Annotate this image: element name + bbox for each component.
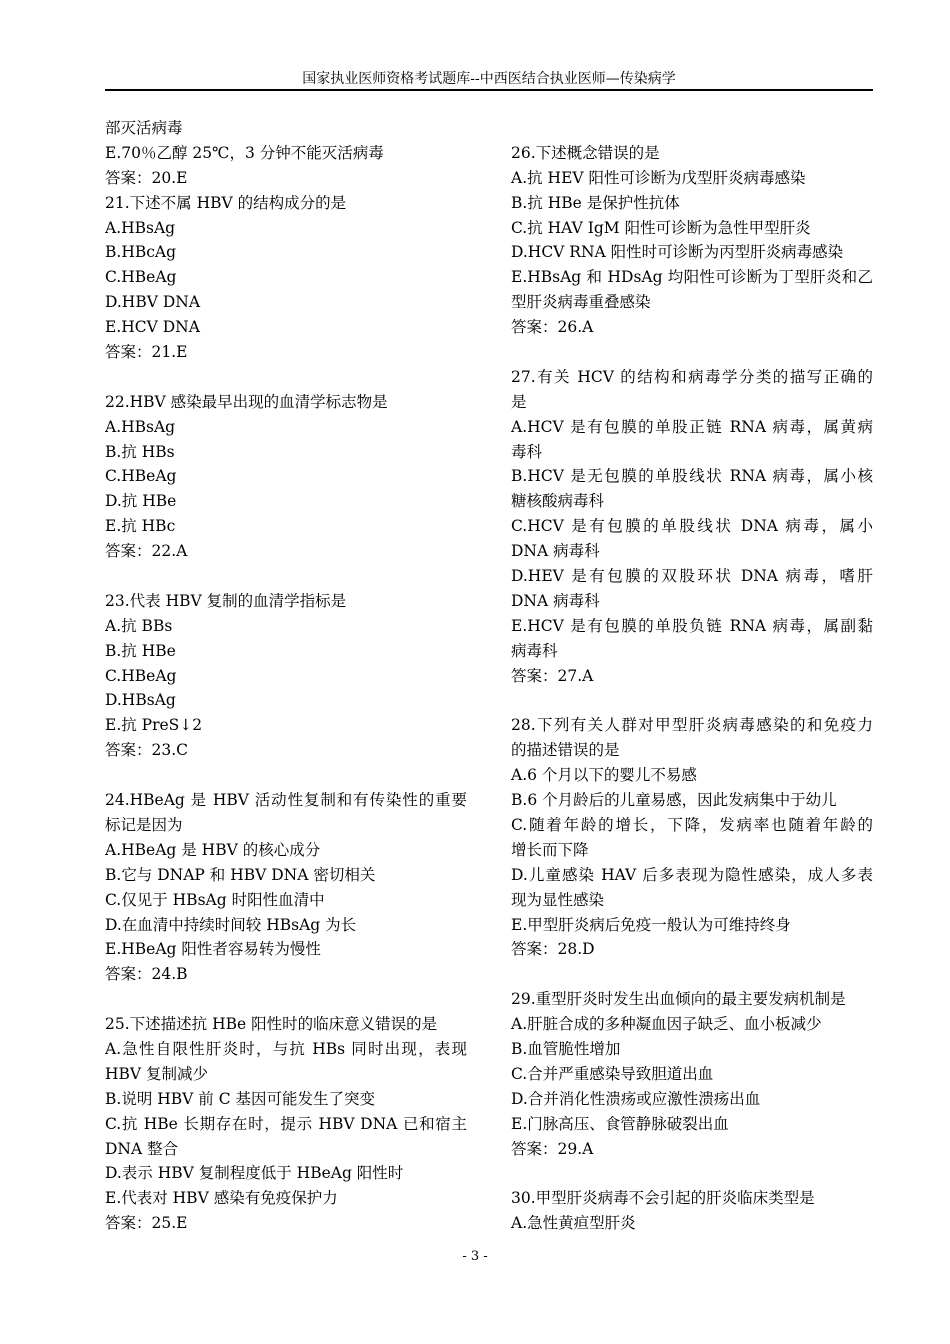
text-line: 28.下列有关人群对甲型肝炎病毒感染的和免疫力: [511, 716, 873, 735]
text-line: E.抗 HBc: [105, 517, 176, 536]
text-line: B.抗 HBe: [105, 641, 176, 660]
text-line: B.抗 HBs: [105, 442, 175, 461]
text-line: 24.HBeAg 是 HBV 活动性复制和有传染性的重要: [105, 791, 467, 810]
text-line: B.6 个月龄后的儿童易感，因此发病集中于幼儿: [511, 791, 837, 810]
text-line: E.HBeAg 阳性者容易转为慢性: [105, 940, 321, 959]
text-line: D.儿童感染 HAV 后多表现为隐性感染，成人多表: [511, 865, 873, 884]
blank-line: [105, 564, 467, 589]
text-line: D.HBsAg: [105, 691, 176, 710]
text-line: C.HBeAg: [105, 467, 177, 486]
text-line: A.HBeAg 是 HBV 的核心成分: [105, 840, 321, 859]
text-line: 30.甲型肝炎病毒不会引起的肝炎临床类型是: [511, 1189, 815, 1208]
blank-line: [105, 365, 467, 390]
text-line: 是: [511, 392, 527, 411]
text-line: 答案：28.D: [511, 940, 595, 959]
text-line: 答案：26.A: [511, 318, 594, 337]
text-line: 23.代表 HBV 复制的血清学指标是: [105, 591, 347, 610]
text-line: E.70％乙醇 25℃，3 分钟不能灭活病毒: [105, 143, 384, 162]
text-line: 答案：20.E: [105, 168, 188, 187]
text-line: 答案：21.E: [105, 343, 188, 362]
text-line: 答案：25.E: [105, 1214, 188, 1233]
right-column: [511, 116, 873, 1236]
blank-line: [511, 116, 873, 141]
text-line: C.HBeAg: [105, 666, 177, 685]
text-line: C.仅见于 HBsAg 时阳性血清中: [105, 890, 325, 909]
text-line: 现为显性感染: [511, 890, 605, 909]
text-line: 毒科: [511, 442, 543, 461]
blank-line: [105, 763, 467, 788]
text-line: 26.下述概念错误的是: [511, 143, 660, 162]
text-line: E.HCV 是有包膜的单股负链 RNA 病毒，属副黏: [511, 616, 873, 635]
text-line: C.随着年龄的增长，下降，发病率也随着年龄的: [511, 815, 873, 834]
text-line: E.HCV DNA: [105, 318, 200, 337]
blank-line: [511, 962, 873, 987]
text-line: E.抗 PreS↓2: [105, 716, 203, 735]
blank-line: [511, 340, 873, 365]
text-line: E.甲型肝炎病后免疫一般认为可维持终身: [511, 915, 791, 934]
page-header: 国家执业医师资格考试题库--中西医结合执业医师—传染病学: [105, 70, 873, 91]
text-line: D.抗 HBe: [105, 492, 177, 511]
text-line: DNA 整合: [105, 1139, 179, 1158]
text-line: D.HEV 是有包膜的双股环状 DNA 病毒，嗜肝: [511, 567, 873, 586]
text-line: 标记是因为: [105, 815, 183, 834]
text-line: 糖核酸病毒科: [511, 492, 605, 511]
text-line: A.HCV 是有包膜的单股正链 RNA 病毒，属黄病: [511, 417, 873, 436]
text-line: B.说明 HBV 前 C 基因可能发生了突变: [105, 1089, 375, 1108]
text-line: HBV 复制减少: [105, 1064, 209, 1083]
text-line: 型肝炎病毒重叠感染: [511, 293, 651, 312]
text-line: C.HCV 是有包膜的单股线状 DNA 病毒，属小: [511, 517, 873, 536]
text-line: B.HCV 是无包膜的单股线状 RNA 病毒，属小核: [511, 467, 873, 486]
text-line: 25.下述描述抗 HBe 阳性时的临床意义错误的是: [105, 1015, 438, 1034]
text-line: D.在血清中持续时间较 HBsAg 为长: [105, 915, 357, 934]
text-line: E.HBsAg 和 HDsAg 均阳性可诊断为丁型肝炎和乙: [511, 268, 873, 287]
text-line: 29.重型肝炎时发生出血倾向的最主要发病机制是: [511, 990, 846, 1009]
text-line: B.它与 DNAP 和 HBV DNA 密切相关: [105, 865, 376, 884]
text-line: D.HBV DNA: [105, 293, 201, 312]
text-line: E.门脉高压、食管静脉破裂出血: [511, 1114, 729, 1133]
text-line: 答案：23.C: [105, 741, 189, 760]
blank-line: [105, 987, 467, 1012]
blank-line: [511, 688, 873, 713]
text-line: C.抗 HBe 长期存在时，提示 HBV DNA 已和宿主: [105, 1114, 467, 1133]
blank-line: [511, 1161, 873, 1186]
text-line: C.HBeAg: [105, 268, 177, 287]
text-line: 的描述错误的是: [511, 741, 620, 760]
text-line: 21.下述不属 HBV 的结构成分的是: [105, 193, 347, 212]
text-line: E.代表对 HBV 感染有免疫保护力: [105, 1189, 338, 1208]
text-line: B.血管脆性增加: [511, 1039, 621, 1058]
text-line: C.抗 HAV IgM 阳性可诊断为急性甲型肝炎: [511, 218, 811, 237]
text-line: 答案：22.A: [105, 542, 188, 561]
text-line: 答案：24.B: [105, 965, 188, 984]
text-line: A.急性黄疸型肝炎: [511, 1214, 636, 1233]
text-line: A.HBsAg: [105, 218, 176, 237]
text-line: 22.HBV 感染最早出现的血清学标志物是: [105, 392, 388, 411]
text-line: DNA 病毒科: [511, 542, 600, 561]
text-line: 答案：29.A: [511, 1139, 594, 1158]
text-line: 部灭活病毒: [105, 119, 183, 137]
text-line: B.抗 HBe 是保护性抗体: [511, 193, 680, 212]
text-line: 病毒科: [511, 641, 558, 660]
text-line: A.抗 BBs: [105, 616, 173, 635]
text-line: 增长而下降: [511, 840, 589, 859]
text-line: A.HBsAg: [105, 417, 176, 436]
text-line: A.急性自限性肝炎时，与抗 HBs 同时出现，表现: [105, 1039, 467, 1058]
text-line: C.合并严重感染导致胆道出血: [511, 1064, 714, 1083]
text-line: 27.有关 HCV 的结构和病毒学分类的描写正确的: [511, 367, 873, 386]
text-line: DNA 病毒科: [511, 591, 600, 610]
text-line: D.表示 HBV 复制程度低于 HBeAg 阳性时: [105, 1164, 404, 1183]
text-line: 答案：27.A: [511, 666, 594, 685]
page-number: - 3 -: [462, 1249, 488, 1264]
left-column: [105, 116, 467, 1236]
text-line: B.HBcAg: [105, 243, 177, 262]
text-line: A.抗 HEV 阳性可诊断为戊型肝炎病毒感染: [511, 168, 806, 187]
text-line: D.合并消化性溃疡或应激性溃疡出血: [511, 1089, 761, 1108]
text-line: A.肝脏合成的多种凝血因子缺乏、血小板减少: [511, 1015, 822, 1034]
text-line: D.HCV RNA 阳性时可诊断为丙型肝炎病毒感染: [511, 243, 844, 262]
text-line: A.6 个月以下的婴儿不易感: [511, 766, 697, 785]
